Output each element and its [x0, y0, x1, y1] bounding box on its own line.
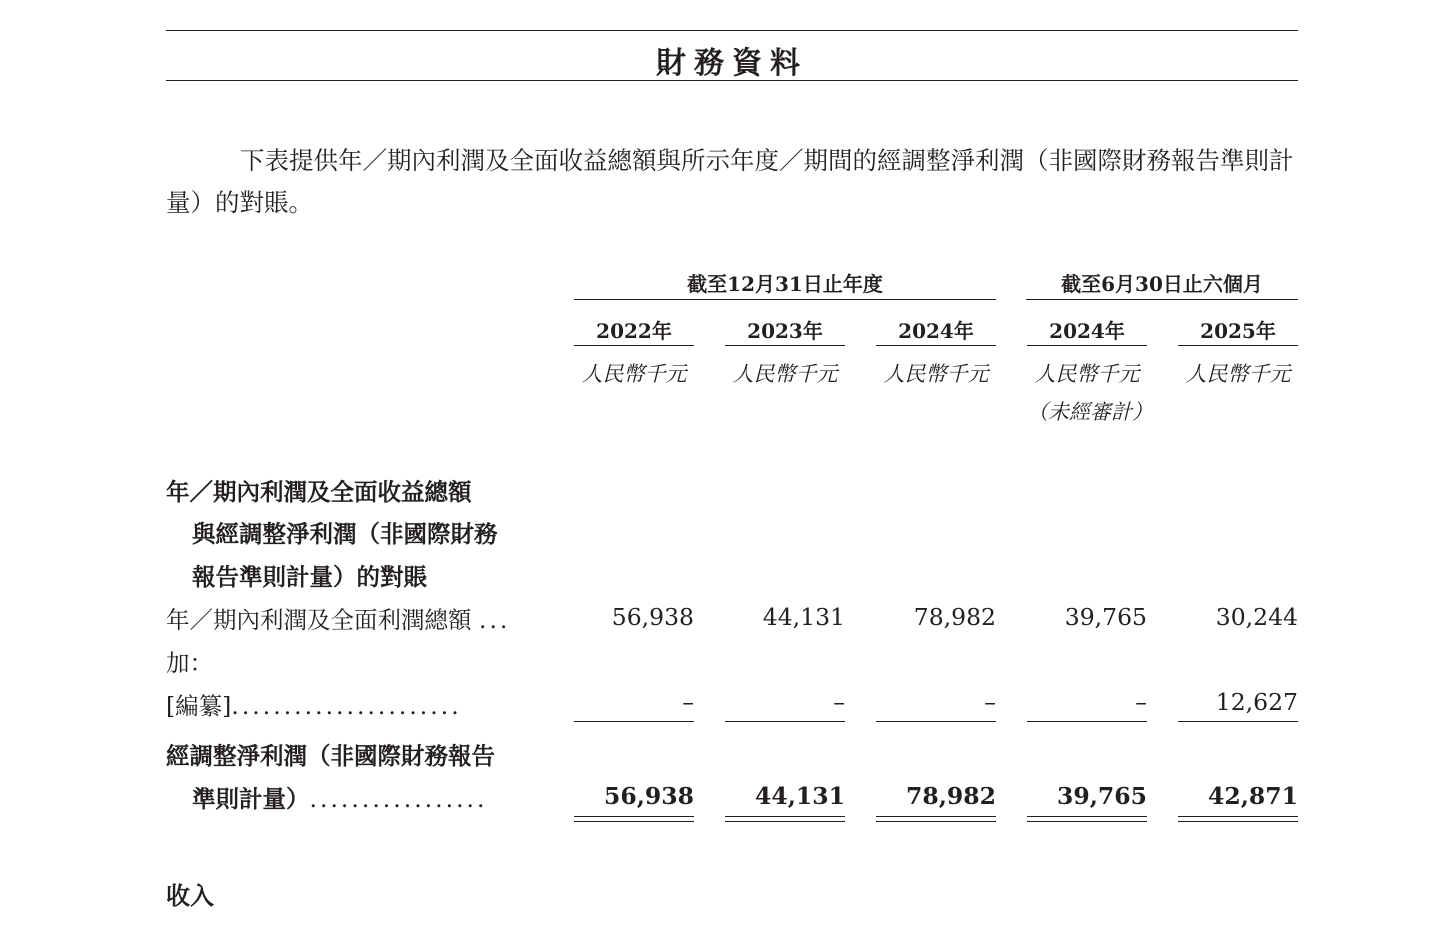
total-double-underline [1027, 821, 1147, 822]
col-unit: 人民幣千元 [581, 362, 687, 386]
row-profit-value: 30,244 [1215, 603, 1298, 631]
row-redacted-value: – [1135, 688, 1147, 716]
col-year-2023: 2023年 [747, 319, 823, 343]
col-year-2022: 2022年 [596, 319, 672, 343]
row-redacted-value: – [984, 688, 996, 716]
row-profit-label: 年／期內利潤及全面利潤總額 ... [166, 606, 511, 634]
total-double-underline [1178, 821, 1298, 822]
group-header-half: 截至6月30日止六個月 [1061, 272, 1263, 296]
row-adjusted-value: 39,765 [1057, 782, 1147, 810]
total-double-underline [1027, 816, 1147, 817]
row-redacted-value: – [682, 688, 694, 716]
year-underline [725, 345, 845, 346]
subtotal-underline [876, 721, 996, 722]
row-adjusted-label-line1: 經調整淨利潤（非國際財務報告 [166, 742, 495, 770]
year-underline [1178, 345, 1298, 346]
group-year-underline [574, 299, 996, 300]
row-profit-value: 39,765 [1064, 603, 1147, 631]
row-adjusted-value: 42,871 [1208, 782, 1298, 810]
col-unit: 人民幣千元 [1185, 362, 1291, 386]
row-adjusted-label-line2: 準則計量）................. [192, 785, 488, 813]
total-double-underline [876, 821, 996, 822]
total-double-underline [725, 816, 845, 817]
year-underline [1027, 345, 1147, 346]
header-bottom-rule [166, 80, 1298, 81]
unaudited-note: （未經審計） [1027, 400, 1153, 424]
subtotal-underline [1027, 721, 1147, 722]
subtotal-underline [725, 721, 845, 722]
col-year-2024: 2024年 [898, 319, 974, 343]
row-profit-value: 56,938 [611, 603, 694, 631]
year-underline [876, 345, 996, 346]
reconciliation-heading-line2: 與經調整淨利潤（非國際財務 [192, 520, 498, 548]
row-adjusted-value: 44,131 [755, 782, 845, 810]
row-add-label: 加： [166, 649, 213, 677]
col-unit: 人民幣千元 [732, 362, 838, 386]
section-heading-revenue: 收入 [166, 881, 214, 910]
total-double-underline [574, 821, 694, 822]
reconciliation-heading-line1: 年／期內利潤及全面收益總額 [166, 478, 472, 506]
year-underline [574, 345, 694, 346]
total-double-underline [574, 816, 694, 817]
col-year-2025-h1: 2025年 [1200, 319, 1276, 343]
header-top-rule [166, 30, 1298, 31]
reconciliation-heading-line3: 報告準則計量）的對賬 [192, 563, 427, 591]
page-title: 財務資料 [656, 46, 808, 81]
row-profit-value: 44,131 [762, 603, 845, 631]
group-header-year: 截至12月31日止年度 [687, 272, 883, 296]
row-redacted-value: – [833, 688, 845, 716]
row-adjusted-value: 56,938 [604, 782, 694, 810]
row-adjusted-value: 78,982 [906, 782, 996, 810]
total-double-underline [876, 816, 996, 817]
row-redacted-label: [編纂]...................... [166, 692, 462, 720]
col-unit: 人民幣千元 [1034, 362, 1140, 386]
intro-paragraph: 下表提供年／期內利潤及全面收益總額與所示年度／期間的經調整淨利潤（非國際財務報告準則計量）的對賬。 [166, 146, 1294, 217]
row-redacted-value: 12,627 [1215, 688, 1298, 716]
subtotal-underline [574, 721, 694, 722]
group-half-underline [1026, 299, 1298, 300]
total-double-underline [1178, 816, 1298, 817]
subtotal-underline [1178, 721, 1298, 722]
col-year-2024-h1: 2024年 [1049, 319, 1125, 343]
row-profit-value: 78,982 [913, 603, 996, 631]
col-unit: 人民幣千元 [883, 362, 989, 386]
total-double-underline [725, 821, 845, 822]
